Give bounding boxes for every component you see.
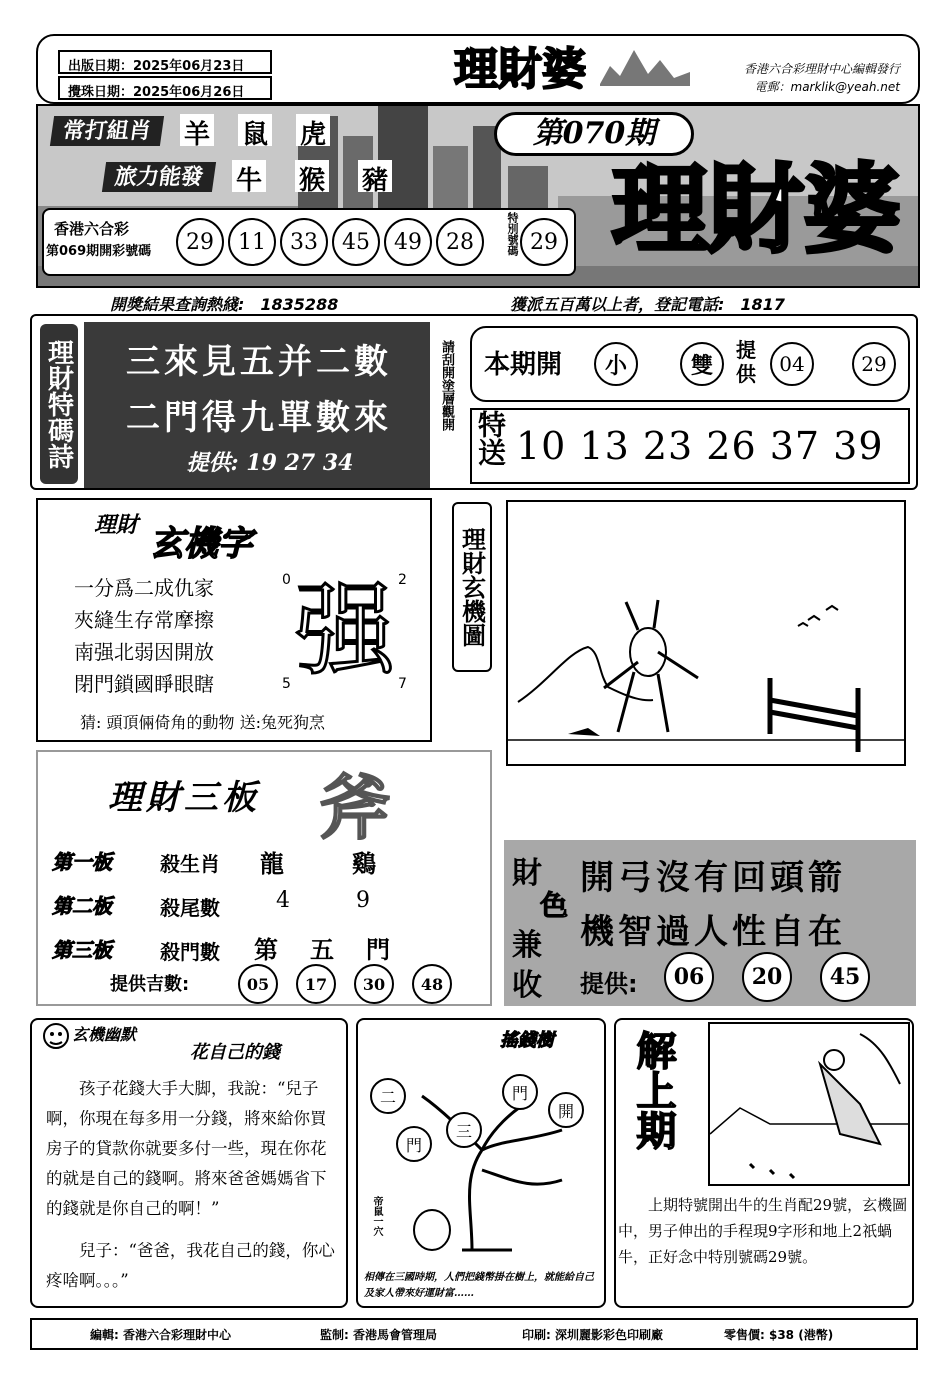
result-ball-4: 45 (332, 218, 380, 266)
footer-printer: 印刷: 深圳麗影彩色印刷廠 (522, 1328, 663, 1342)
humor-paragraph-1: 孩子花錢大手大脚，我說：“兒子啊，你現在每多用一分錢，將來給你買房子的貸款你就要多付一些，現在你花的就是自己的錢啊。將來爸爸媽媽省下的錢就是你自己的啊！” (46, 1079, 327, 1218)
hotline-left: 開獎結果查詢熱綫: 1835288 (110, 295, 339, 314)
result-ball-3: 33 (280, 218, 328, 266)
zodiac-tiger: 虎 (296, 114, 330, 146)
axe-row-3-action: 殺門數 (160, 940, 220, 964)
corner-br: 7 (398, 676, 407, 692)
poem-line-1: 三來見五并二數 (126, 342, 392, 382)
axe-char: 斧 (320, 766, 390, 849)
last-period-text: 上期特號開出牛的生肖配29號，玄機圖中，男子伸出的手程現9字形和地上2祇蝸牛，正好念中特別號碼29號。 (618, 1196, 908, 1266)
mystery-word-title: 玄機字 (150, 524, 252, 564)
axe-row-3-val-2: 五 (310, 935, 334, 964)
poem-side-title: 理財特碼詩 (40, 324, 78, 484)
three-axes-title: 理財三板 (108, 778, 260, 818)
zodiac-pig: 豬 (358, 160, 392, 192)
wealth-side-3: 兼 (512, 928, 542, 963)
wealth-side-4: 收 (512, 968, 542, 1003)
axe-row-3-val-3: 門 (366, 935, 390, 964)
provide-ball-2: 29 (852, 342, 896, 386)
axe-row-3-val-1: 第 (254, 935, 278, 964)
corner-tr: 2 (398, 572, 407, 588)
issue-badge: 第070期 (494, 112, 694, 156)
last-period-title: 解上期 (630, 1030, 676, 1150)
lucky-ball-4: 48 (412, 964, 452, 1004)
humor-tag: 玄機幽默 (72, 1025, 137, 1044)
wealth-side-2: 色 (540, 889, 569, 922)
result-ball-1: 29 (176, 218, 224, 266)
last-results-label-1: 香港六合彩 (54, 220, 130, 238)
zodiac-monkey: 猴 (295, 160, 329, 192)
zodiac-sheep: 羊 (180, 114, 214, 146)
mystery-picture-side-title: 理財玄機圖 (452, 502, 492, 672)
city-skyline-icon (600, 36, 690, 86)
corner-bl: 5 (282, 676, 291, 692)
mystery-word-line-1: 一分爲二成仇家 (74, 576, 214, 600)
axe-row-2-val-2: 9 (356, 888, 370, 913)
result-ball-5: 49 (384, 218, 432, 266)
last-results-label-2: 第069期開彩號碼 (46, 244, 152, 259)
wealth-ball-3: 45 (820, 952, 870, 1002)
cartoon-face-icon (38, 1016, 72, 1056)
wealth-side-1: 財 (512, 856, 542, 891)
result-ball-6: 28 (436, 218, 484, 266)
combo-tag-2: 旅力能發 (102, 162, 216, 192)
money-tree-side-note: 帝鼠一穴 (371, 1196, 382, 1236)
axe-row-2-label: 第二板 (52, 894, 112, 918)
publisher-note: 香港六合彩理財中心編輯發行 (743, 62, 900, 76)
zodiac-group-1 (180, 114, 330, 150)
axe-row-1-val-1: 龍 (260, 849, 284, 878)
provide-ball-1: 04 (770, 342, 814, 386)
hotline-right: 獲派五百萬以上者，登記電話: 1817 (510, 295, 785, 314)
mystery-word-riddle: 猜: 頭頂倆倚角的動物 送:兔死狗烹 (80, 713, 325, 732)
corner-tl: 0 (282, 572, 291, 588)
wealth-ball-2: 20 (742, 952, 792, 1002)
footer-price: 零售價: $38 (港幣) (724, 1328, 834, 1342)
axe-row-2-action: 殺尾數 (160, 896, 220, 920)
wealth-provide-label: 提供: (580, 970, 638, 998)
masthead-title: 理財婆 (454, 44, 586, 95)
money-tree-caption: 相傳在三國時期，人們把錢幣掛在樹上，就能給自己及家人帶來好運財富…… (364, 1272, 594, 1299)
axe-row-1-label: 第一板 (52, 850, 112, 874)
last-period-picture (708, 1022, 910, 1186)
provide-label: 提供 (736, 338, 756, 386)
this-period-label: 本期開 (484, 350, 563, 380)
poem-line-2: 二門得九單數來 (126, 398, 392, 438)
wealth-line-2: 機智過人性自在 (580, 912, 846, 952)
axe-row-1-action: 殺生肖 (160, 852, 220, 876)
lucky-ball-1: 05 (238, 964, 278, 1004)
special-send-label: 特送 (474, 410, 507, 466)
email-note: 電郵：marklik@yeah.net (754, 80, 900, 94)
humor-title: 花自己的錢 (190, 1042, 280, 1063)
rabbit-running-icon (508, 502, 904, 764)
tree-fruit-4: 開 (548, 1092, 584, 1128)
big-char: 强 (295, 572, 395, 689)
axe-row-2-val-1: 4 (276, 888, 290, 913)
draw-date: 攪珠日期：2025年06月26日 (58, 76, 272, 100)
wealth-line-1: 開弓沒有回頭箭 (580, 858, 846, 898)
option-small: 小 (594, 342, 638, 386)
tree-fruit-5: 門 (396, 1126, 432, 1162)
option-even: 雙 (680, 342, 724, 386)
lucky-ball-2: 17 (296, 964, 336, 1004)
zodiac-group-2 (232, 160, 392, 196)
scratch-note: 請刮開塗層觀開 (439, 340, 454, 431)
humor-paragraph-2: 兒子：“爸爸，我花自己的錢，你心疼啥啊。。。” (46, 1241, 335, 1290)
special-send-numbers: 10 13 23 26 37 39 (516, 424, 884, 468)
footer-supervisor: 監制: 香港馬會管理局 (320, 1328, 437, 1342)
tree-fruit-3: 門 (502, 1074, 538, 1110)
axe-row-1-val-2: 鷄 (352, 849, 376, 878)
footer-editor: 編輯: 香港六合彩理財中心 (90, 1328, 231, 1342)
lucky-ball-3: 30 (354, 964, 394, 1004)
special-number-label: 特別號碼 (506, 212, 519, 256)
tree-fruit-1: 二 (370, 1078, 406, 1114)
lucky-label: 提供吉數: (110, 974, 190, 995)
publish-date: 出版日期：2025年06月23日 (58, 50, 272, 74)
big-title: 理財婆 (612, 153, 900, 266)
combo-tag-1: 常打組肖 (50, 116, 164, 146)
mystery-word-prefix: 理財 (94, 512, 139, 538)
man-sitting-icon (710, 1024, 908, 1184)
zodiac-rat: 鼠 (238, 114, 272, 146)
mystery-word-line-2: 夾縫生存常摩擦 (74, 608, 214, 632)
poem-provide: 提供: 19 27 34 (186, 450, 354, 476)
money-tree-title: 搖錢樹 (500, 1030, 554, 1051)
tree-fruit-2: 三 (446, 1112, 482, 1148)
mystery-word-line-3: 南强北弱因開放 (74, 640, 214, 664)
zodiac-ox: 牛 (232, 160, 266, 192)
mystery-word-line-4: 閉門鎖國睜眼瞎 (74, 672, 214, 696)
result-ball-2: 11 (228, 218, 276, 266)
wealth-ball-1: 06 (664, 952, 714, 1002)
axe-row-3-label: 第三板 (52, 938, 112, 962)
special-ball: 29 (520, 218, 568, 266)
mystery-picture (506, 500, 906, 766)
